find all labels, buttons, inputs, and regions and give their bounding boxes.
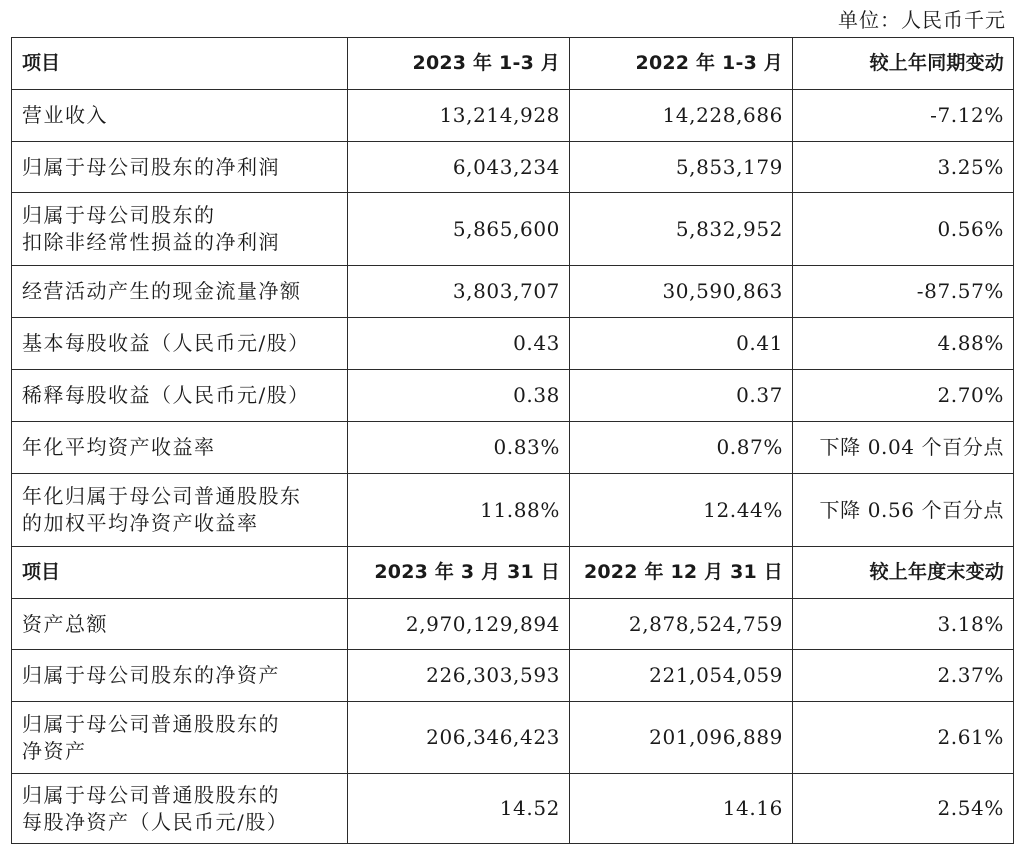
row-label: 归属于母公司股东的净资产 <box>12 650 348 702</box>
row-label: 稀释每股收益（人民币元/股） <box>12 370 348 422</box>
value-current: 3,803,707 <box>348 266 570 318</box>
value-change: 2.61% <box>793 702 1014 774</box>
unit-label: 单位：人民币千元 <box>838 8 1006 32</box>
header-change: 较上年度末变动 <box>793 547 1014 599</box>
header-date-prior: 2022 年 12 月 31 日 <box>570 547 793 599</box>
table-row <box>12 599 1014 650</box>
row-label <box>12 193 348 266</box>
financial-table <box>11 37 1014 844</box>
value-change: 2.37% <box>793 650 1014 702</box>
value-current: 226,303,593 <box>348 650 570 702</box>
value-change: 3.18% <box>793 599 1014 650</box>
row-label-line2: 的加权平均净资产收益率 <box>22 511 259 535</box>
table-row <box>12 422 1014 474</box>
value-current: 206,346,423 <box>348 702 570 774</box>
value-prior: 0.87% <box>570 422 793 474</box>
value-prior: 5,853,179 <box>570 142 793 193</box>
table-row <box>12 90 1014 142</box>
value-prior: 2,878,524,759 <box>570 599 793 650</box>
row-label <box>12 702 348 774</box>
header-date-current: 2023 年 3 月 31 日 <box>348 547 570 599</box>
table-row <box>12 650 1014 702</box>
header-item: 项目 <box>12 38 348 90</box>
value-change: 2.54% <box>793 774 1014 844</box>
value-current: 0.43 <box>348 318 570 370</box>
value-prior: 221,054,059 <box>570 650 793 702</box>
value-current: 14.52 <box>348 774 570 844</box>
table-row <box>12 193 1014 266</box>
table-row <box>12 702 1014 774</box>
header-period-prior: 2022 年 1-3 月 <box>570 38 793 90</box>
row-label-line2: 每股净资产（人民币元/股） <box>22 809 289 834</box>
value-change: -87.57% <box>793 266 1014 318</box>
row-label <box>12 774 348 844</box>
header-item: 项目 <box>12 547 348 599</box>
value-current: 0.83% <box>348 422 570 474</box>
row-label-line2: 净资产 <box>22 738 87 763</box>
value-change: 下降 0.04 个百分点 <box>793 422 1014 474</box>
table-row <box>12 266 1014 318</box>
value-current: 0.38 <box>348 370 570 422</box>
value-current: 2,970,129,894 <box>348 599 570 650</box>
row-label-line1: 归属于母公司普通股股东的 <box>22 711 280 736</box>
table-row <box>12 774 1014 844</box>
row-label: 经营活动产生的现金流量净额 <box>12 266 348 318</box>
header-change: 较上年同期变动 <box>793 38 1014 90</box>
table-header-row <box>12 547 1014 599</box>
row-label <box>12 474 348 547</box>
row-label-line1: 年化归属于母公司普通股股东 <box>22 484 302 508</box>
value-current: 13,214,928 <box>348 90 570 142</box>
row-label: 营业收入 <box>12 90 348 142</box>
value-change: 2.70% <box>793 370 1014 422</box>
value-prior: 30,590,863 <box>570 266 793 318</box>
value-current: 6,043,234 <box>348 142 570 193</box>
value-prior: 5,832,952 <box>570 193 793 266</box>
table-row <box>12 142 1014 193</box>
value-change: 4.88% <box>793 318 1014 370</box>
table-row <box>12 370 1014 422</box>
header-period-current: 2023 年 1-3 月 <box>348 38 570 90</box>
value-prior: 14,228,686 <box>570 90 793 142</box>
value-prior: 0.41 <box>570 318 793 370</box>
row-label: 基本每股收益（人民币元/股） <box>12 318 348 370</box>
value-prior: 14.16 <box>570 774 793 844</box>
value-prior: 201,096,889 <box>570 702 793 774</box>
table-header-row <box>12 38 1014 90</box>
value-change: 3.25% <box>793 142 1014 193</box>
value-prior: 0.37 <box>570 370 793 422</box>
value-change: 下降 0.56 个百分点 <box>793 474 1014 547</box>
value-change: 0.56% <box>793 193 1014 266</box>
table-row <box>12 318 1014 370</box>
value-current: 11.88% <box>348 474 570 547</box>
row-label: 年化平均资产收益率 <box>12 422 348 474</box>
value-prior: 12.44% <box>570 474 793 547</box>
row-label: 归属于母公司股东的净利润 <box>12 142 348 193</box>
table-row <box>12 474 1014 547</box>
row-label-line1: 归属于母公司普通股股东的 <box>22 782 280 807</box>
value-current: 5,865,600 <box>348 193 570 266</box>
row-label-line1: 归属于母公司股东的 <box>22 203 216 227</box>
value-change: -7.12% <box>793 90 1014 142</box>
row-label: 资产总额 <box>12 599 348 650</box>
row-label-line2: 扣除非经常性损益的净利润 <box>22 230 280 254</box>
